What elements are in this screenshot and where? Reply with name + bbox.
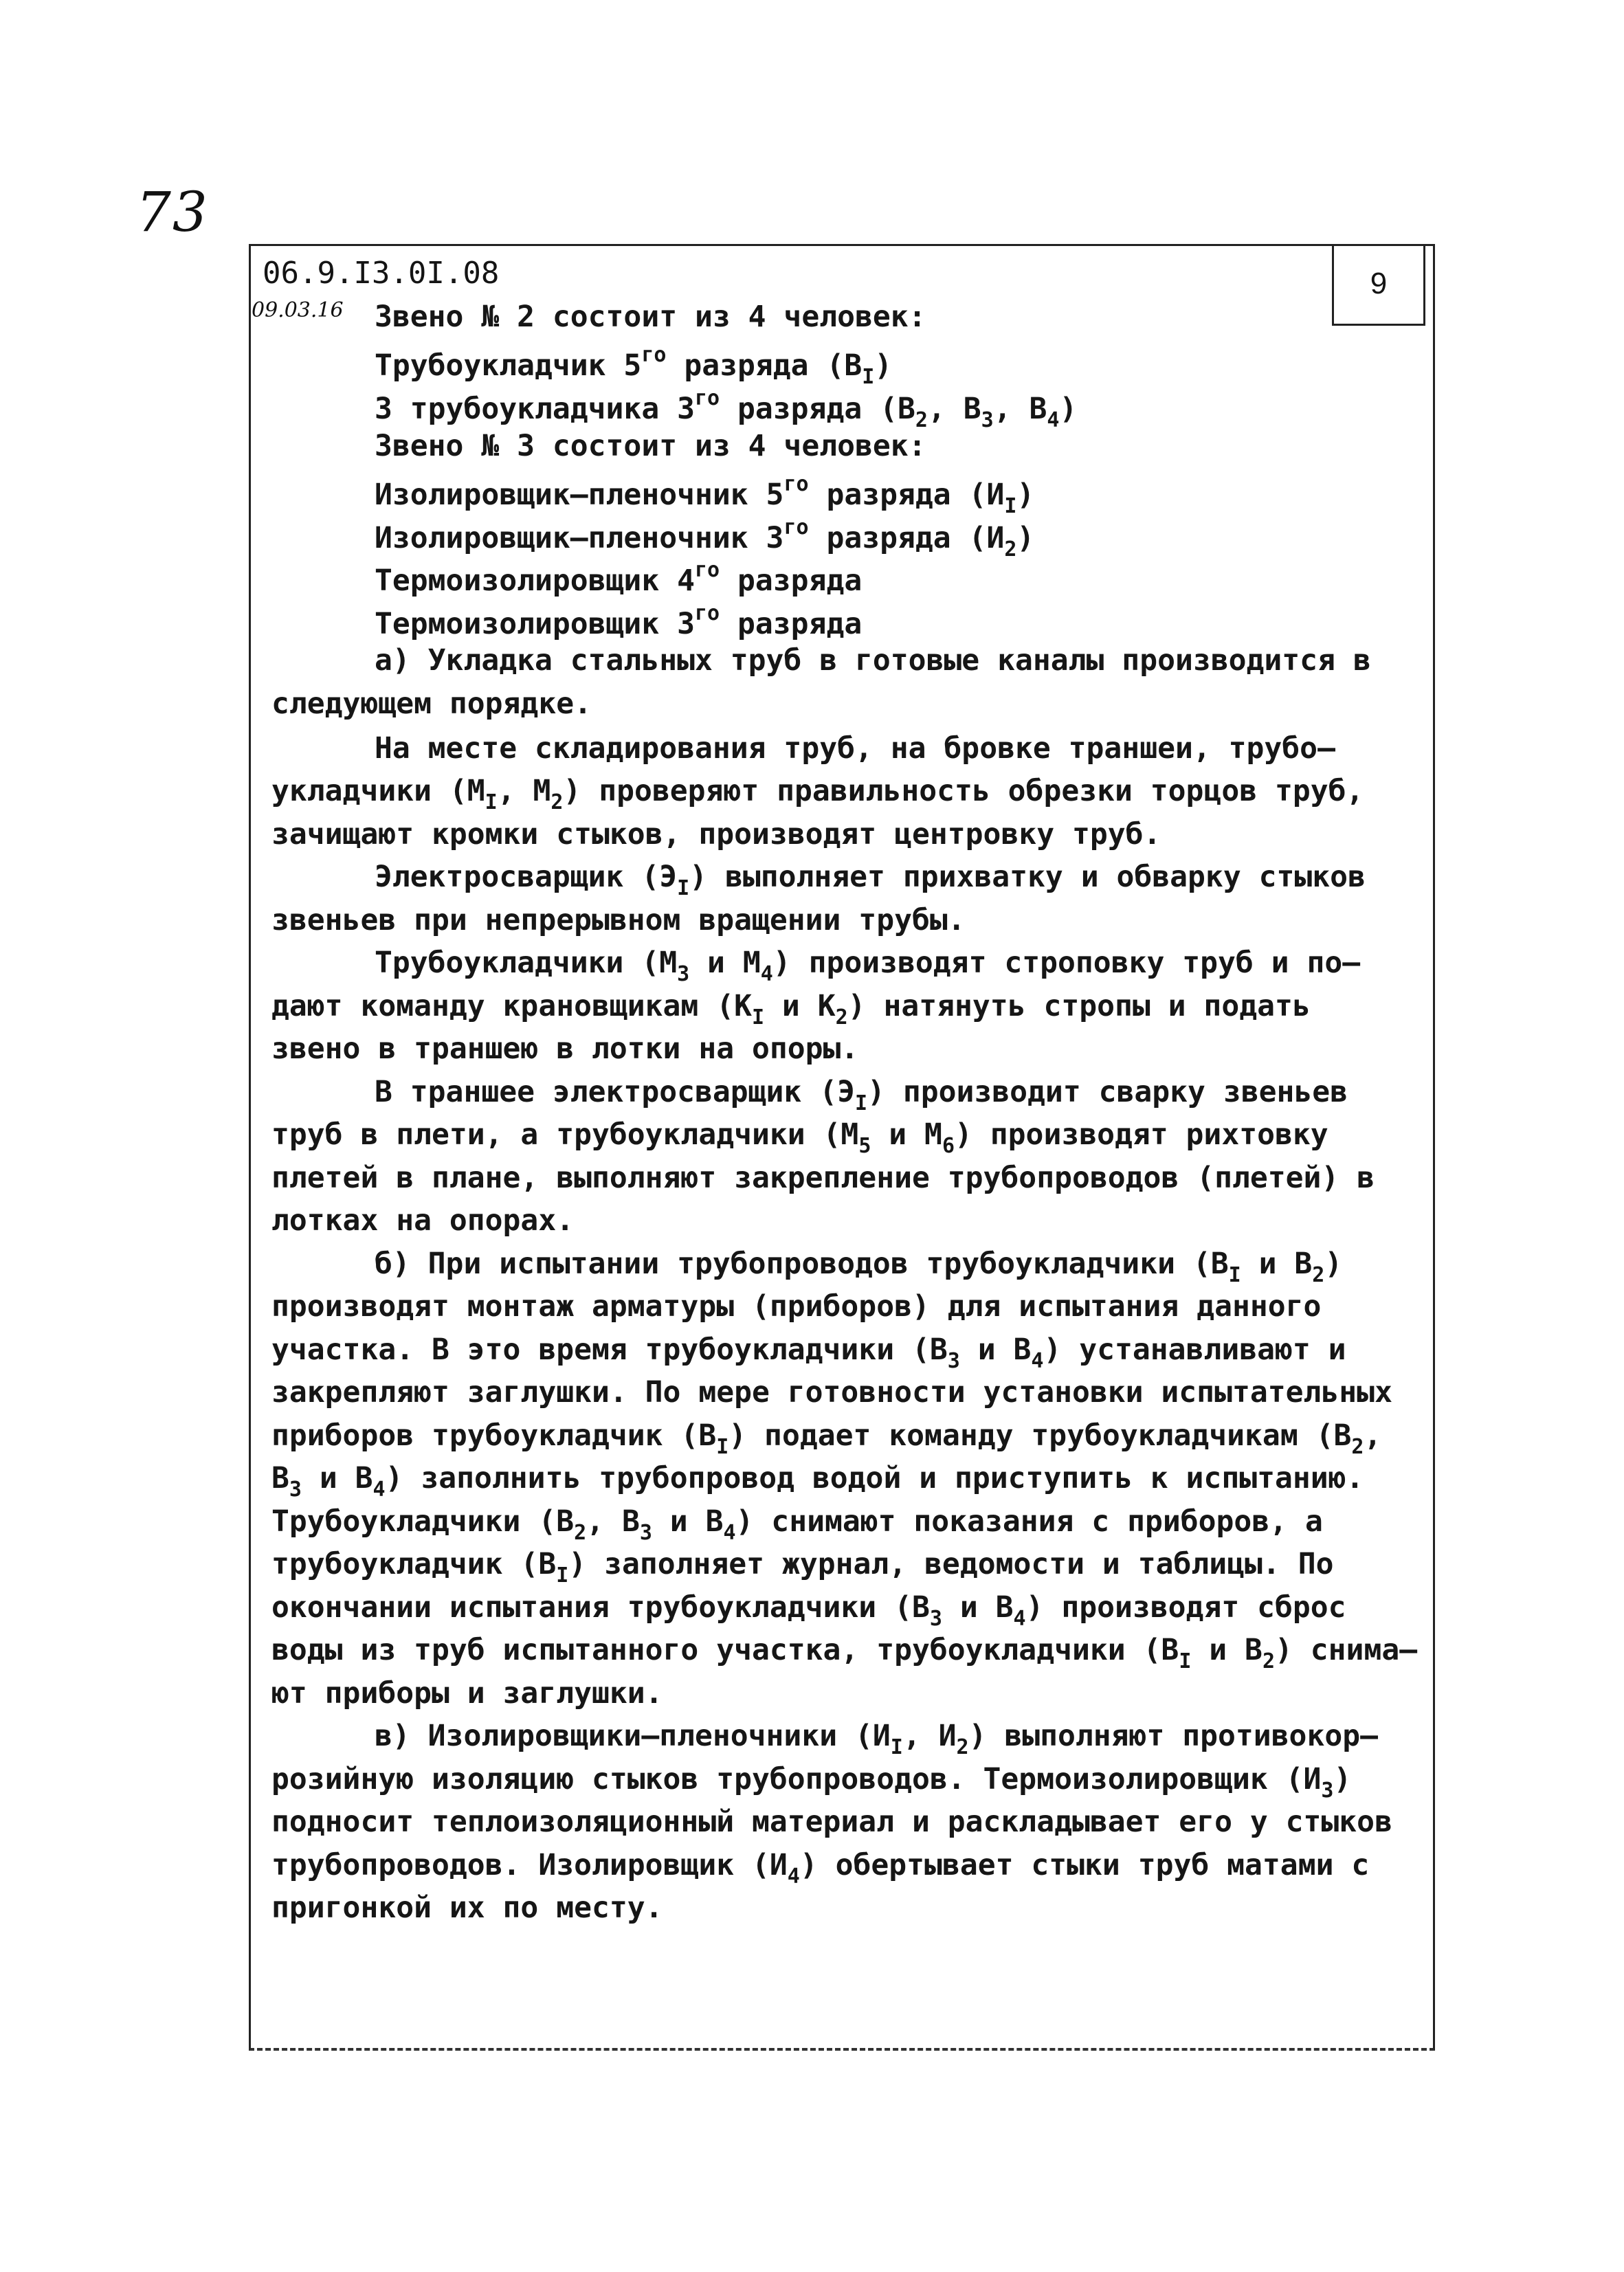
text-line: [375, 643, 1371, 678]
text-fragment: и М: [689, 946, 761, 980]
subscript: 2: [550, 790, 564, 814]
text-line: [375, 429, 926, 463]
subscript: 2: [956, 1735, 969, 1759]
text-fragment: ) проверяют правильность обрезки торцов труб,: [563, 774, 1364, 808]
text-fragment: Трубоукладчики (В: [271, 1504, 575, 1539]
text-fragment: Звено № 2 состоит из 4 человек:: [375, 300, 926, 334]
text-fragment: ) обертывает стыки труб матами с: [799, 1848, 1370, 1882]
text-fragment: и В: [1241, 1247, 1313, 1281]
text-line: [271, 1335, 1346, 1372]
text-line: [271, 1848, 1370, 1889]
text-fragment: ) устанавливают и: [1043, 1333, 1346, 1367]
text-line: [271, 1034, 858, 1064]
text-fragment: ) заполняет журнал, ведомости и таблицы. По: [568, 1547, 1334, 1581]
text-fragment: Звено № 3 состоит из 4 человек:: [375, 429, 926, 463]
text-line: [375, 345, 892, 388]
text-line: [375, 1719, 1378, 1759]
text-line: [375, 1075, 1348, 1115]
text-fragment: пригонкой их по месту.: [271, 1891, 663, 1925]
subscript: 3: [981, 408, 994, 432]
text-fragment: разряда: [720, 564, 863, 598]
text-fragment: Термоизолировщик 4: [375, 564, 695, 598]
handwritten-date-note: 09.03.16: [252, 298, 344, 322]
text-fragment: ): [1016, 521, 1035, 555]
text-fragment: Электросварщик (Э: [375, 860, 678, 894]
text-line: [271, 1504, 1323, 1545]
text-fragment: ) натянуть стропы и подать: [847, 989, 1311, 1023]
subscript: 3: [289, 1478, 302, 1502]
text-fragment: подносит теплоизоляционный материал и раскладывает его у стыков: [271, 1805, 1392, 1839]
text-fragment: ) подает команду трубоукладчикам (В: [728, 1418, 1352, 1453]
text-fragment: и М: [871, 1117, 942, 1152]
subscript: 2: [574, 1521, 587, 1545]
subscript: 4: [1031, 1349, 1044, 1373]
subscript: I: [890, 1735, 903, 1759]
text-line: [271, 774, 1364, 814]
text-line: [375, 474, 1034, 517]
document-code: 06.9.I3.0I.08: [263, 256, 500, 291]
subscript: 4: [760, 962, 773, 986]
text-fragment: В: [271, 1461, 289, 1495]
text-fragment: б) При испытании трубопроводов трубоукладчики (В: [375, 1247, 1229, 1281]
text-fragment: укладчики (М: [271, 774, 485, 808]
subscript: I: [716, 1435, 729, 1459]
text-fragment: трубоукладчик (В: [271, 1547, 557, 1581]
text-line: [271, 1203, 575, 1238]
text-line: [375, 603, 862, 639]
text-fragment: ) производит сварку звеньев: [867, 1075, 1348, 1109]
subscript: 6: [942, 1134, 955, 1158]
text-fragment: На месте складирования труб, на бровке траншеи, трубо–: [375, 731, 1335, 766]
text-fragment: ): [1324, 1247, 1343, 1281]
text-fragment: ) выполняют противокор–: [968, 1719, 1378, 1753]
sheet-number-box: [1332, 244, 1425, 326]
text-line: [375, 517, 1034, 560]
subscript: I: [751, 1005, 765, 1029]
subscript: I: [862, 365, 875, 389]
text-fragment: , В: [993, 392, 1047, 426]
text-fragment: дают команду крановщикам (К: [271, 989, 752, 1023]
text-fragment: труб в плети, а трубоукладчики (М: [271, 1117, 859, 1152]
text-fragment: Термоизолировщик 3: [375, 607, 695, 641]
text-fragment: В траншее электросварщик (Э: [375, 1075, 855, 1109]
superscript: го: [641, 343, 667, 367]
text-fragment: а) Укладка стальных труб в готовые каналы производится в: [375, 643, 1371, 678]
text-line: [271, 903, 966, 937]
subscript: 3: [639, 1521, 652, 1545]
subscript: I: [1004, 494, 1017, 518]
superscript: го: [783, 515, 809, 539]
subscript: 4: [1047, 408, 1060, 432]
text-fragment: и В: [1191, 1633, 1263, 1667]
text-fragment: производят монтаж арматуры (приборов) для испытания данного: [271, 1289, 1322, 1324]
text-line: [271, 1461, 1364, 1502]
text-fragment: ) выполняет прихватку и обварку стыков: [689, 860, 1366, 894]
subscript: 5: [858, 1134, 871, 1158]
text-fragment: ) снимают показания с приборов, а: [735, 1504, 1323, 1539]
text-fragment: розийную изоляцию стыков трубопроводов. Термоизолировщик (И: [271, 1762, 1322, 1796]
text-fragment: и В: [652, 1504, 724, 1539]
subscript: 4: [372, 1478, 386, 1502]
text-line: [271, 1762, 1352, 1803]
text-fragment: и К: [764, 989, 836, 1023]
text-fragment: 3 трубоукладчика 3: [375, 392, 695, 426]
subscript: I: [1228, 1263, 1241, 1287]
text-fragment: , М: [497, 774, 551, 808]
text-fragment: ) производят сброс: [1025, 1590, 1346, 1625]
text-line: [271, 1590, 1346, 1631]
superscript: го: [695, 386, 720, 410]
subscript: 3: [677, 962, 690, 986]
text-fragment: следующем порядке.: [271, 687, 592, 721]
text-fragment: звено в траншею в лотки на опоры.: [271, 1032, 859, 1066]
text-fragment: и В: [942, 1590, 1014, 1625]
subscript: I: [677, 876, 690, 900]
text-line: [375, 388, 1077, 431]
text-fragment: и В: [959, 1333, 1032, 1367]
subscript: 3: [947, 1349, 960, 1373]
text-fragment: лотках на опорах.: [271, 1203, 575, 1238]
text-fragment: ) заполнить трубопровод водой и приступить к испытанию.: [385, 1461, 1364, 1495]
superscript: го: [695, 601, 720, 625]
subscript: I: [485, 790, 498, 814]
superscript: го: [695, 558, 720, 582]
superscript: го: [783, 472, 809, 496]
text-fragment: ): [1016, 478, 1035, 512]
subscript: 2: [1262, 1649, 1275, 1673]
text-line: [375, 731, 1335, 766]
subscript: 2: [1004, 537, 1017, 561]
text-fragment: окончании испытания трубоукладчики (В: [271, 1590, 930, 1625]
text-line: [271, 1375, 1392, 1410]
text-fragment: ют приборы и заглушки.: [271, 1676, 663, 1711]
text-fragment: плетей в плане, выполняют закрепление трубопроводов (плетей) в: [271, 1161, 1375, 1195]
text-line: [271, 1163, 1375, 1193]
text-line: [271, 689, 592, 719]
text-fragment: Трубоукладчики (М: [375, 946, 678, 980]
subscript: I: [1179, 1649, 1192, 1673]
text-fragment: разряда: [720, 607, 863, 641]
text-fragment: звеньев при непрерывном вращении трубы.: [271, 903, 966, 937]
text-fragment: ) снима–: [1275, 1633, 1418, 1667]
subscript: I: [854, 1091, 868, 1115]
subscript: 2: [915, 408, 928, 432]
text-fragment: ,: [1364, 1418, 1382, 1453]
subscript: 3: [929, 1607, 942, 1631]
text-line: [271, 1633, 1418, 1673]
text-line: [375, 1249, 1342, 1286]
text-fragment: воды из труб испытанного участка, трубоукладчики (В: [271, 1633, 1179, 1667]
text-fragment: Трубоукладчик 5: [375, 348, 642, 383]
text-line: [271, 1893, 663, 1923]
text-line: [375, 862, 1366, 899]
text-fragment: разряда (И: [808, 478, 1005, 512]
text-fragment: ) производят строповку труб и по–: [772, 946, 1361, 980]
text-line: [271, 1676, 663, 1711]
subscript: 3: [1321, 1779, 1334, 1803]
subscript: 2: [1351, 1435, 1364, 1459]
subscript: 4: [1013, 1607, 1026, 1631]
text-line: [271, 817, 1161, 851]
sheet-number: 9: [1370, 267, 1388, 300]
text-line: [271, 1418, 1382, 1459]
text-fragment: разряда (В: [666, 348, 863, 383]
text-fragment: участка. В это время трубоукладчики (В: [271, 1333, 948, 1367]
text-fragment: разряда (И: [808, 521, 1005, 555]
text-fragment: и В: [301, 1461, 373, 1495]
text-line: [271, 1117, 1328, 1158]
text-line: [375, 948, 1360, 985]
text-fragment: , В: [586, 1504, 640, 1539]
text-fragment: приборов трубоукладчик (В: [271, 1418, 717, 1453]
handwritten-page-number: 73: [136, 180, 209, 244]
text-fragment: Изолировщик–пленочник 3: [375, 521, 784, 555]
text-fragment: ): [874, 348, 893, 383]
text-fragment: разряда (В: [720, 392, 915, 426]
text-line: [375, 560, 862, 596]
text-fragment: зачищают кромки стыков, производят центровку труб.: [271, 817, 1161, 851]
subscript: 4: [787, 1864, 800, 1889]
text-fragment: ): [1333, 1762, 1352, 1796]
text-line: [375, 302, 926, 332]
subscript: I: [556, 1563, 569, 1588]
text-line: [271, 1289, 1322, 1324]
text-fragment: ) производят рихтовку: [955, 1117, 1328, 1152]
text-fragment: трубопроводов. Изолировщик (И: [271, 1848, 788, 1882]
text-line: [271, 1807, 1392, 1837]
text-line: [271, 1547, 1334, 1588]
text-fragment: в) Изолировщики–пленочники (И: [375, 1719, 891, 1753]
text-line: [271, 989, 1311, 1029]
text-fragment: Изолировщик–пленочник 5: [375, 478, 784, 512]
text-fragment: , В: [927, 392, 981, 426]
subscript: 4: [723, 1521, 736, 1545]
text-fragment: закрепляют заглушки. По мере готовности установки испытательных: [271, 1375, 1392, 1410]
subscript: 2: [1312, 1263, 1325, 1287]
text-fragment: ): [1059, 392, 1078, 426]
subscript: 2: [835, 1005, 848, 1029]
text-fragment: , И: [902, 1719, 957, 1753]
